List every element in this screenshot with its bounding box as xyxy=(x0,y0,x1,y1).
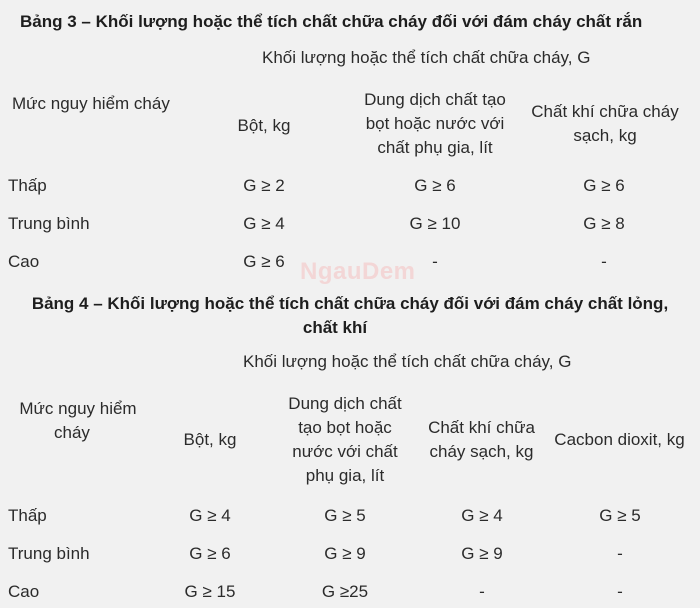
table4-cell: - xyxy=(479,582,485,601)
table3-col-powder: Bột, kg xyxy=(237,116,291,135)
table4-row-header-line1: Mức nguy hiểm xyxy=(19,399,137,418)
table3-cell: G ≥ 4 xyxy=(243,214,285,233)
table3-cell: G ≥ 8 xyxy=(583,214,625,233)
table3-row-header: Mức nguy hiểm cháy xyxy=(12,94,170,113)
table3-cell: G ≥ 6 xyxy=(414,176,456,195)
table4-col-gas-line1: Chất khí chữa xyxy=(428,418,535,437)
table4-group-header: Khối lượng hoặc thể tích chất chữa cháy, G xyxy=(243,352,572,371)
table4-col-gas xyxy=(414,416,549,464)
table3-col-gas xyxy=(520,100,690,148)
table3-cell: G ≥ 6 xyxy=(583,176,625,195)
table4-cell: G ≥ 4 xyxy=(189,506,231,525)
table3-row-label: Trung bình xyxy=(8,214,90,233)
table4-row-label: Trung bình xyxy=(8,544,90,563)
table4-cell: G ≥ 9 xyxy=(324,544,366,563)
table3-col-foam xyxy=(345,88,525,160)
table4-col-foam-line3: nước với chất xyxy=(292,442,398,461)
table3-col-foam-line1: Dung dịch chất tạo xyxy=(364,90,506,109)
table4-cell: G ≥ 9 xyxy=(461,544,503,563)
table3-cell: G ≥ 10 xyxy=(409,214,461,233)
table4-cell: G ≥ 5 xyxy=(599,506,641,525)
table4-title-line1: Bảng 4 – Khối lượng hoặc thể tích chất chữa cháy đối với đám cháy chất lỏng, xyxy=(31,294,669,313)
table3-title: Bảng 3 – Khối lượng hoặc thể tích chất chữa cháy đối với đám cháy chất rắn xyxy=(20,12,643,31)
table4-row-label: Cao xyxy=(8,582,40,601)
table3-group-header: Khối lượng hoặc thể tích chất chữa cháy, G xyxy=(262,48,591,67)
table3-cell: G ≥ 6 xyxy=(243,252,285,271)
table4-cell: G ≥ 4 xyxy=(461,506,503,525)
table4-title xyxy=(0,292,700,340)
table4-col-foam-line1: Dung dịch chất xyxy=(288,394,402,413)
table4-col-foam xyxy=(275,392,415,488)
table4-cell: G ≥25 xyxy=(321,582,369,601)
table3-col-gas-line2: sạch, kg xyxy=(573,126,637,145)
table4-cell: G ≥ 6 xyxy=(189,544,231,563)
table4-row-label: Thấp xyxy=(8,506,47,525)
table3-col-gas-line1: Chất khí chữa cháy xyxy=(531,102,679,121)
watermark: NgauDem xyxy=(300,258,416,285)
table4-cell: - xyxy=(617,544,623,563)
table3-col-foam-line2: bọt hoặc nước với xyxy=(365,114,505,133)
table4-row-header xyxy=(8,397,148,445)
table4-col-foam-line2: tạo bọt hoặc xyxy=(298,418,392,437)
table4-title-line2: chất khí xyxy=(302,318,368,337)
table4-row-header-line2: cháy xyxy=(54,423,90,442)
table4-col-powder: Bột, kg xyxy=(183,430,237,449)
table4-cell: G ≥ 5 xyxy=(324,506,366,525)
table4-col-gas-line2: cháy sạch, kg xyxy=(429,442,534,461)
table3-row-label: Thấp xyxy=(8,176,47,195)
table4-cell: G ≥ 15 xyxy=(184,582,236,601)
table4-col-co2: Cacbon dioxit, kg xyxy=(554,430,685,449)
table3-col-foam-line3: chất phụ gia, lít xyxy=(377,138,493,157)
table3-cell: G ≥ 2 xyxy=(243,176,285,195)
table3-cell: - xyxy=(432,252,438,271)
table4-cell: - xyxy=(617,582,623,601)
table4-col-foam-line4: phụ gia, lít xyxy=(305,466,385,485)
table3-cell: - xyxy=(601,252,607,271)
table3-row-label: Cao xyxy=(8,252,40,271)
